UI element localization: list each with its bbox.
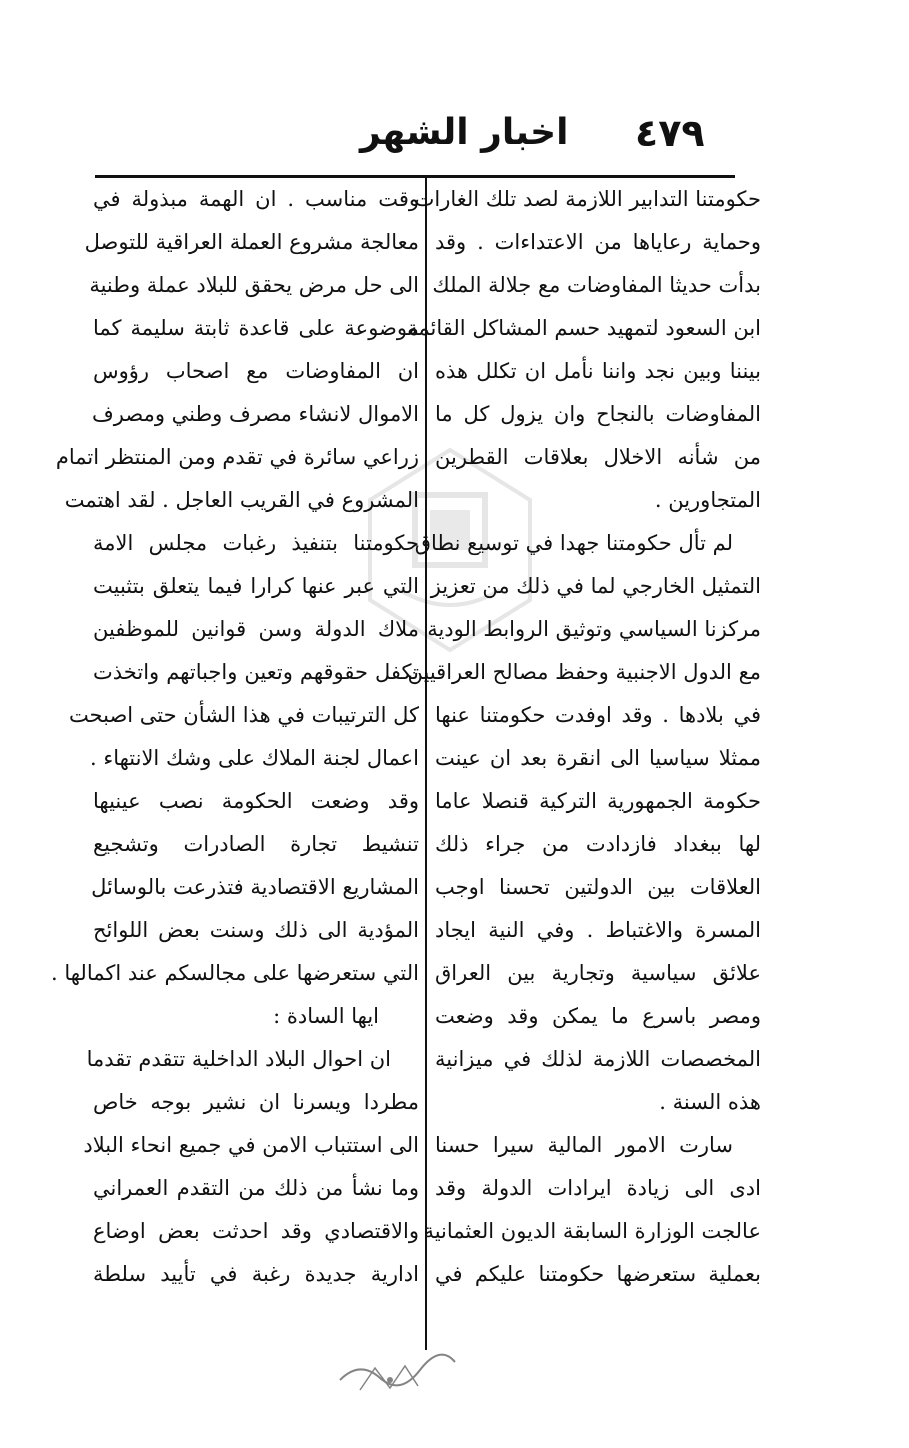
text-line: ان احوال البلاد الداخلية تتقدم تقدما	[86, 1047, 391, 1071]
text-line: مطردا ويسرنا ان نشير بوجه خاص	[93, 1090, 419, 1114]
text-line: بدأت حديثا المفاوضات مع جلالة الملك	[432, 273, 761, 297]
text-line: ان المفاوضات مع اصحاب رؤوس	[93, 359, 419, 383]
text-line: لها ببغداد فازدادت من جراء ذلك	[435, 832, 761, 856]
text-line: والاقتصادي وقد احدثت بعض اوضاع	[93, 1219, 419, 1243]
running-title: اخبار الشهر	[360, 112, 569, 153]
text-line: ومصر باسرع ما يمكن وقد وضعت	[435, 1004, 761, 1028]
text-line: تكفل حقوقهم وتعين واجباتهم واتخذت	[93, 660, 419, 684]
text-line: المشاريع الاقتصادية فتذرعت بالوسائل	[91, 875, 419, 899]
text-line: حكومتنا بتنفيذ رغبات مجلس الامة	[93, 531, 419, 555]
text-line: التمثيل الخارجي لما في ذلك من تعزيز	[430, 574, 761, 598]
text-line: لم تأل حكومتنا جهدا في توسيع نطاق	[414, 531, 733, 555]
text-line: في بلادها . وقد اوفدت حكومتنا عنها	[435, 703, 761, 727]
text-line: ملاك الدولة وسن قوانين للموظفين	[93, 617, 419, 641]
text-line: مع الدول الاجنبية وحفظ مصالح العراقيين	[407, 660, 761, 684]
text-line: مركزنا السياسي وتوثيق الروابط الودية	[427, 617, 761, 641]
text-line: الاموال لانشاء مصرف وطني ومصرف	[92, 402, 419, 426]
text-line: الى استتباب الامن في جميع انحاء البلاد	[83, 1133, 419, 1157]
text-line: ادارية جديدة رغبة في تأييد سلطة	[93, 1262, 419, 1286]
text-line: ممثلا سياسيا الى انقرة بعد ان عينت	[435, 746, 761, 770]
text-line: وقت مناسب . ان الهمة مبذولة في	[93, 187, 419, 211]
text-line: التي ستعرضها على مجالسكم عند اكمالها .	[51, 961, 419, 985]
text-line: وحماية رعاياها من الاعتداءات . وقد	[435, 230, 761, 254]
text-line: سارت الامور المالية سيرا حسنا	[435, 1133, 733, 1157]
ink-stamp-mark	[330, 1340, 460, 1400]
page-header	[0, 108, 909, 164]
text-line: تنشيط تجارة الصادرات وتشجيع	[93, 832, 419, 856]
text-line: من شأنه الاخلال بعلاقات القطرين	[435, 445, 761, 469]
text-line: المتجاورين .	[654, 488, 761, 512]
text-line: ابن السعود لتمهيد حسم المشاكل القائمة	[407, 316, 761, 340]
text-line: العلاقات بين الدولتين تحسنا اوجب	[435, 875, 761, 899]
text-line: المسرة والاغتباط . وفي النية ايجاد	[435, 918, 761, 942]
text-line: معالجة مشروع العملة العراقية للتوصل	[84, 230, 419, 254]
text-line: المشروع في القريب العاجل . لقد اهتمت	[64, 488, 419, 512]
page-number: ٤٧٩	[635, 111, 705, 155]
text-line: وقد وضعت الحكومة نصب عينيها	[93, 789, 419, 813]
text-line: بيننا وبين نجد واننا نأمل ان تكلل هذه	[435, 359, 761, 383]
text-line: المؤدية الى ذلك وسنت بعض اللوائح	[93, 918, 419, 942]
text-line: حكومة الجمهورية التركية قنصلا عاما	[435, 789, 761, 813]
text-line: عالجت الوزارة السابقة الديون العثمانية	[423, 1219, 761, 1243]
text-column-left	[51, 178, 419, 1448]
text-line: حكومتنا التدابير اللازمة لصد تلك الغارات	[414, 187, 761, 211]
column-divider	[425, 178, 427, 1350]
text-line: موضوعة على قاعدة ثابتة سليمة كما	[93, 316, 419, 340]
text-line: المفاوضات بالنجاح وان يزول كل ما	[435, 402, 761, 426]
text-line: علائق سياسية وتجارية بين العراق	[435, 961, 761, 985]
text-line: وما نشأ من ذلك من التقدم العمراني	[93, 1176, 419, 1200]
text-line: التي عبر عنها كرارا فيما يتعلق بتثبيت	[93, 574, 419, 598]
text-line: زراعي سائرة في تقدم ومن المنتظر اتمام	[55, 445, 419, 469]
text-line: المخصصات اللازمة لذلك في ميزانية	[435, 1047, 761, 1071]
text-line: هذه السنة .	[659, 1090, 761, 1114]
text-line: الى حل مرض يحقق للبلاد عملة وطنية	[89, 273, 419, 297]
text-line: اعمال لجنة الملاك على وشك الانتهاء .	[89, 746, 419, 770]
text-line: بعملية ستعرضها حكومتنا عليكم في	[435, 1262, 761, 1286]
section-heading: ايها السادة :	[273, 1004, 379, 1028]
text-column-right	[407, 178, 761, 1448]
text-line: كل الترتيبات في هذا الشأن حتى اصبحت	[68, 703, 419, 727]
text-line: ادى الى زيادة ايرادات الدولة وقد	[435, 1176, 761, 1200]
